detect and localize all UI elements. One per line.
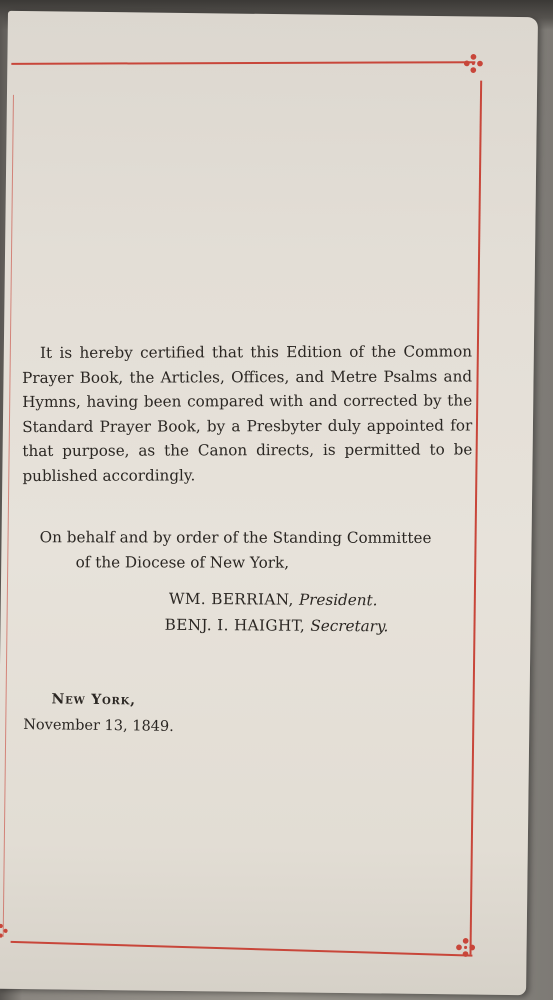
book-page [0, 11, 538, 995]
committee-statement [40, 525, 480, 575]
signature-block [164, 587, 389, 640]
border-rule-bottom [11, 941, 473, 956]
dateline-date: November 13, 1849. [23, 717, 174, 735]
signatory-title: President. [298, 590, 378, 610]
signatory-name: WM. BERRIAN, [168, 589, 294, 609]
corner-ornament-icon [0, 923, 9, 939]
signature-secretary [165, 612, 389, 639]
border-rule-left [3, 95, 14, 937]
certification-paragraph: It is hereby certified that this Edition of the Common Prayer Book, the Articles, Offices, and Metre Psalms and Hymns, having been compared with and corrected by the Standard Prayer Book, by a Presbyter duly appointed for that purpose, as the Canon directs, is permitted to be published accordingly. [22, 342, 473, 485]
border-rule-right [469, 81, 481, 955]
signature-president [169, 587, 389, 614]
signatory-name: BENJ. I. HAIGHT, [164, 615, 306, 635]
diocese-line: of the Diocese of New York, [75, 552, 290, 572]
corner-ornament-icon [454, 936, 476, 958]
behalf-line: On behalf and by order of the Standing Committee [39, 528, 432, 547]
signatory-title: Secretary. [310, 616, 389, 635]
corner-ornament-icon [462, 52, 484, 74]
dateline-place: New York, [51, 691, 136, 709]
border-rule-top [11, 61, 475, 64]
